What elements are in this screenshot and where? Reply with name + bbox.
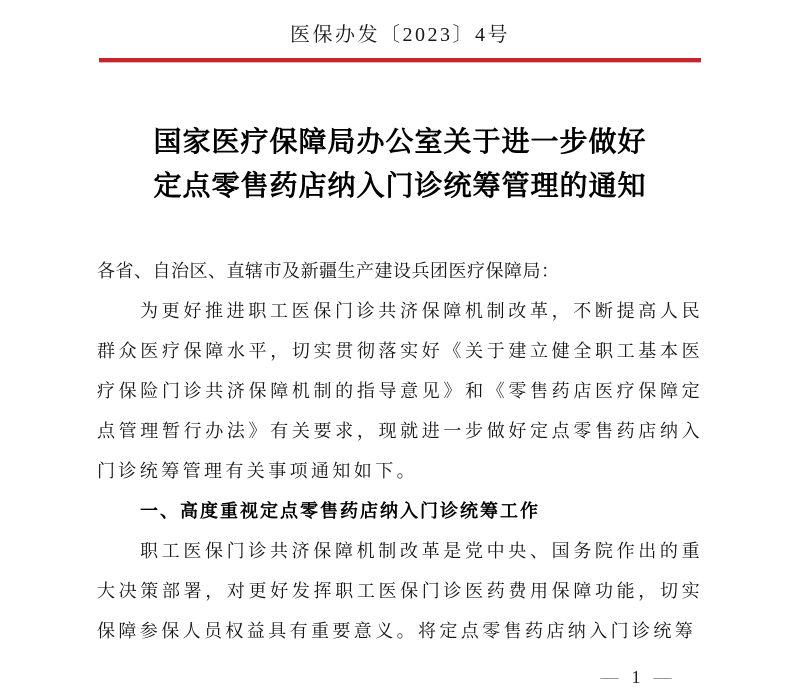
page-number bbox=[586, 664, 686, 690]
salutation-line: 各省、自治区、直辖市及新疆生产建设兵团医疗保障局： bbox=[97, 261, 560, 281]
document-number: 医保办发〔2023〕4号 bbox=[290, 24, 510, 46]
intro-paragraph: 为更好推进职工医保门诊共济保障机制改革，不断提高人民群众医疗保障水平，切实贯彻落实好《关于建立健全职工基本医疗保险门诊共济保障机制的指导意见》和《零售药店医疗保障定点管理暂行办法》有关要求，现就进一步做好定点零售药店纳入门诊统筹管理有关事项通知如下。 bbox=[97, 301, 703, 481]
document-title-line2: 定点零售药店纳入门诊统筹管理的通知 bbox=[153, 171, 647, 202]
section-one-heading: 一、高度重视定点零售药店纳入门诊统筹工作 bbox=[140, 501, 540, 521]
page-number-value: 1 bbox=[631, 667, 641, 687]
document-body bbox=[97, 251, 703, 651]
section-one-paragraph: 职工医保门诊共济保障机制改革是党中央、国务院作出的重大决策部署，对更好发挥职工医保门诊医药费用保障功能，切实保障参保人员权益具有重要意义。将定点零售药店纳入门诊统筹 bbox=[97, 541, 703, 641]
page-number-right-dash: — bbox=[653, 667, 672, 687]
page-number-left-dash: — bbox=[600, 667, 619, 687]
red-divider-line bbox=[99, 58, 701, 62]
document-title-line1: 国家医疗保障局办公室关于进一步做好 bbox=[153, 127, 647, 158]
document-title bbox=[0, 121, 800, 209]
